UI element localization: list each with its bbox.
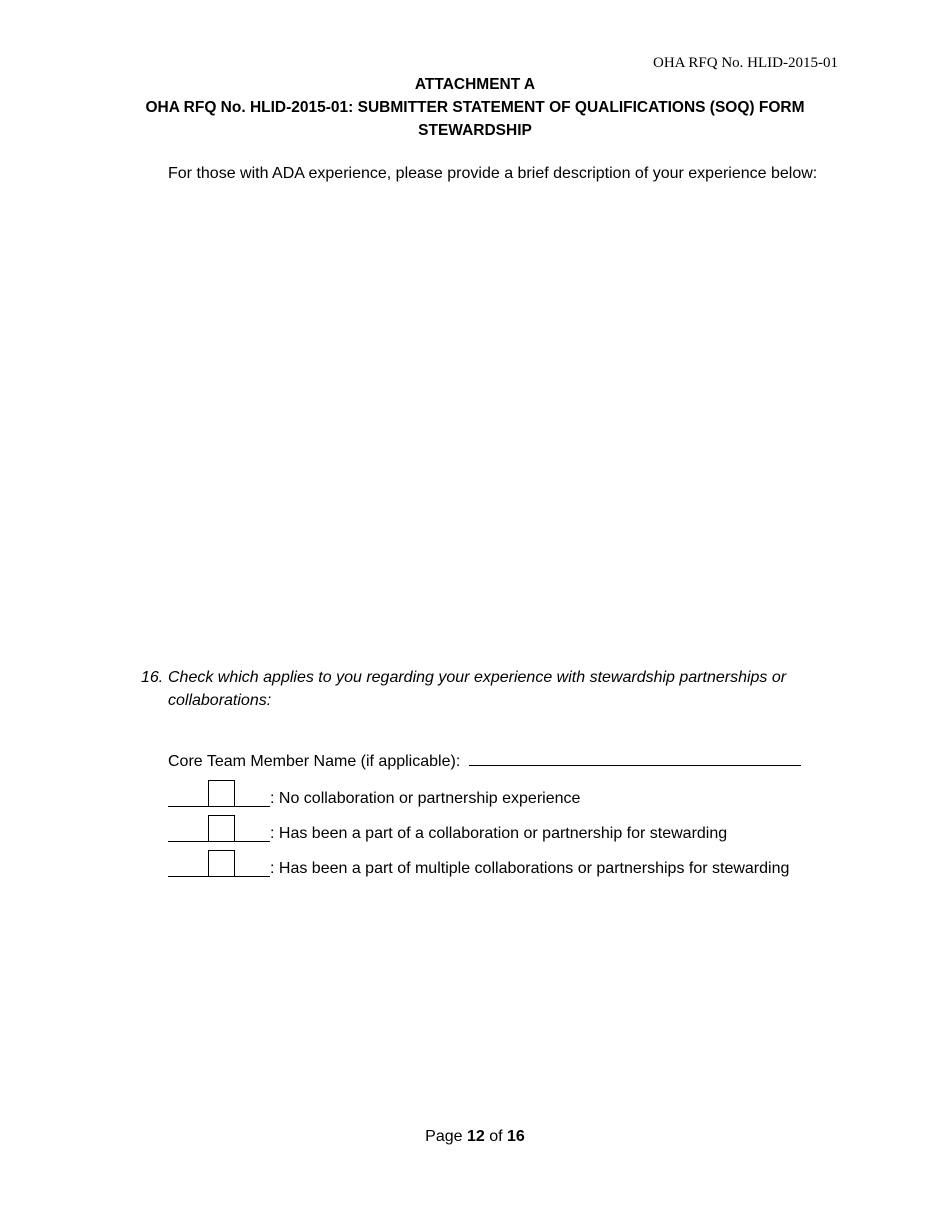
current-page-number: 12	[466, 1128, 485, 1145]
question-16	[141, 666, 841, 712]
title-attachment: ATTACHMENT A	[414, 76, 536, 93]
total-pages-number: 16	[507, 1128, 525, 1145]
option-checkbox[interactable]	[208, 850, 235, 877]
of-word: of	[489, 1128, 503, 1145]
question-number: 16.	[141, 669, 164, 686]
page-footer	[0, 1128, 950, 1146]
title-section: STEWARDSHIP	[418, 122, 532, 139]
option-checkbox[interactable]	[208, 780, 235, 807]
header-reference: OHA RFQ No. HLID-2015-01	[653, 55, 838, 71]
core-team-member-row	[168, 750, 801, 773]
option-label: : Has been a part of a collaboration or partnership for stewarding	[270, 825, 728, 842]
option-label: : Has been a part of multiple collaborations or partnerships for stewarding	[270, 860, 790, 877]
option-checkbox[interactable]	[208, 815, 235, 842]
question-text: Check which applies to you regarding your experience with stewardship partnerships or collaborations:	[168, 669, 787, 709]
option-label: : No collaboration or partnership experience	[270, 790, 581, 807]
ada-experience-prompt: For those with ADA experience, please provide a brief description of your experience below:	[168, 165, 818, 182]
title-block	[0, 73, 950, 142]
core-team-member-label: Core Team Member Name (if applicable):	[168, 753, 461, 770]
page-word: Page	[425, 1128, 463, 1145]
core-team-member-name-field[interactable]	[469, 750, 801, 766]
title-form-name: OHA RFQ No. HLID-2015-01: SUBMITTER STATEMENT OF QUALIFICATIONS (SOQ) FORM	[145, 99, 805, 116]
